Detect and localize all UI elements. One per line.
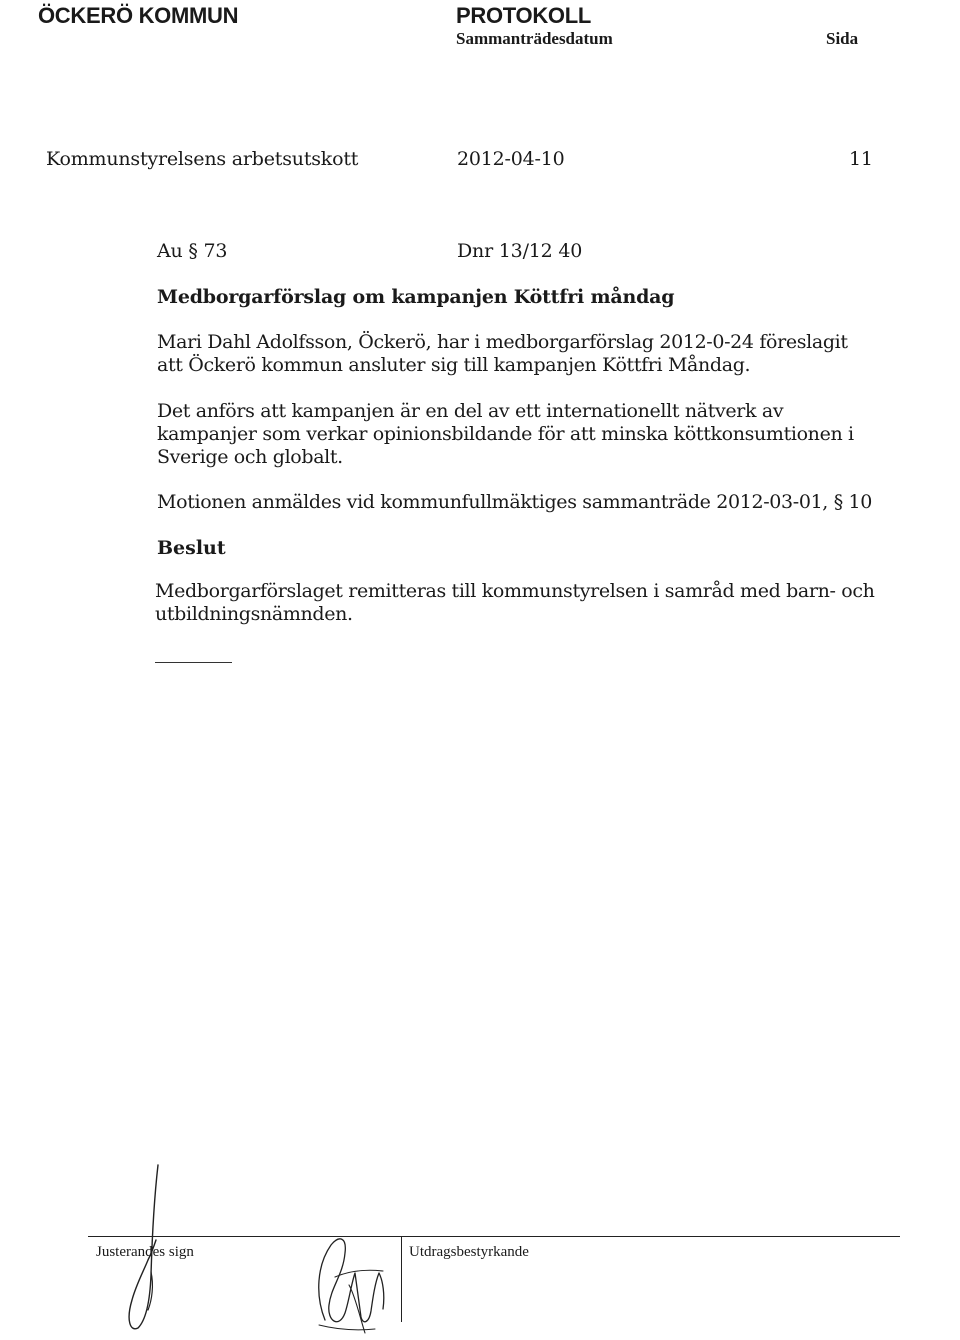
paragraph-number: Au § 73 (157, 240, 228, 262)
body-paragraph-announcement: Motionen anmäldes vid kommunfullmäktiges sammanträde 2012-03-01, § 10 (157, 491, 873, 513)
extract-certification-label: Utdragsbestyrkande (409, 1244, 529, 1260)
sign-label: Justerandes sign (96, 1244, 194, 1260)
footer-divider (401, 1236, 402, 1322)
end-rule (155, 662, 232, 663)
decision-heading: Beslut (157, 537, 226, 559)
registration-number: Dnr 13/12 40 (457, 240, 583, 262)
decision-text: Medborgarförslaget remitteras till kommunstyrelsen i samråd med barn- och utbildningsnämnden. (155, 580, 875, 625)
document-type: PROTOKOLL (456, 3, 592, 28)
body-paragraph-proposal: Mari Dahl Adolfsson, Öckerö, har i medborgarförslag 2012-0-24 föreslagit att Öckerö kommun ansluter sig till kampanjen Köttfri Måndag. (157, 331, 848, 376)
page-number: 11 (849, 148, 873, 170)
committee-name: Kommunstyrelsens arbetsutskott (46, 148, 359, 170)
handwritten-signature-1 (118, 1160, 178, 1335)
municipality-name: ÖCKERÖ KOMMUN (38, 3, 239, 28)
item-title: Medborgarförslag om kampanjen Köttfri måndag (157, 286, 675, 308)
handwritten-signature-2 (305, 1225, 395, 1337)
footer-rule (88, 1236, 900, 1237)
body-paragraph-background: Det anförs att kampanjen är en del av ett internationellt nätverk av kampanjer som verkar opinionsbildande för att minska köttkonsumtionen i Sverige och globalt. (157, 400, 854, 468)
meeting-date-label: Sammanträdesdatum (456, 29, 613, 48)
page-label: Sida (826, 29, 859, 48)
meeting-date: 2012-04-10 (457, 148, 565, 170)
